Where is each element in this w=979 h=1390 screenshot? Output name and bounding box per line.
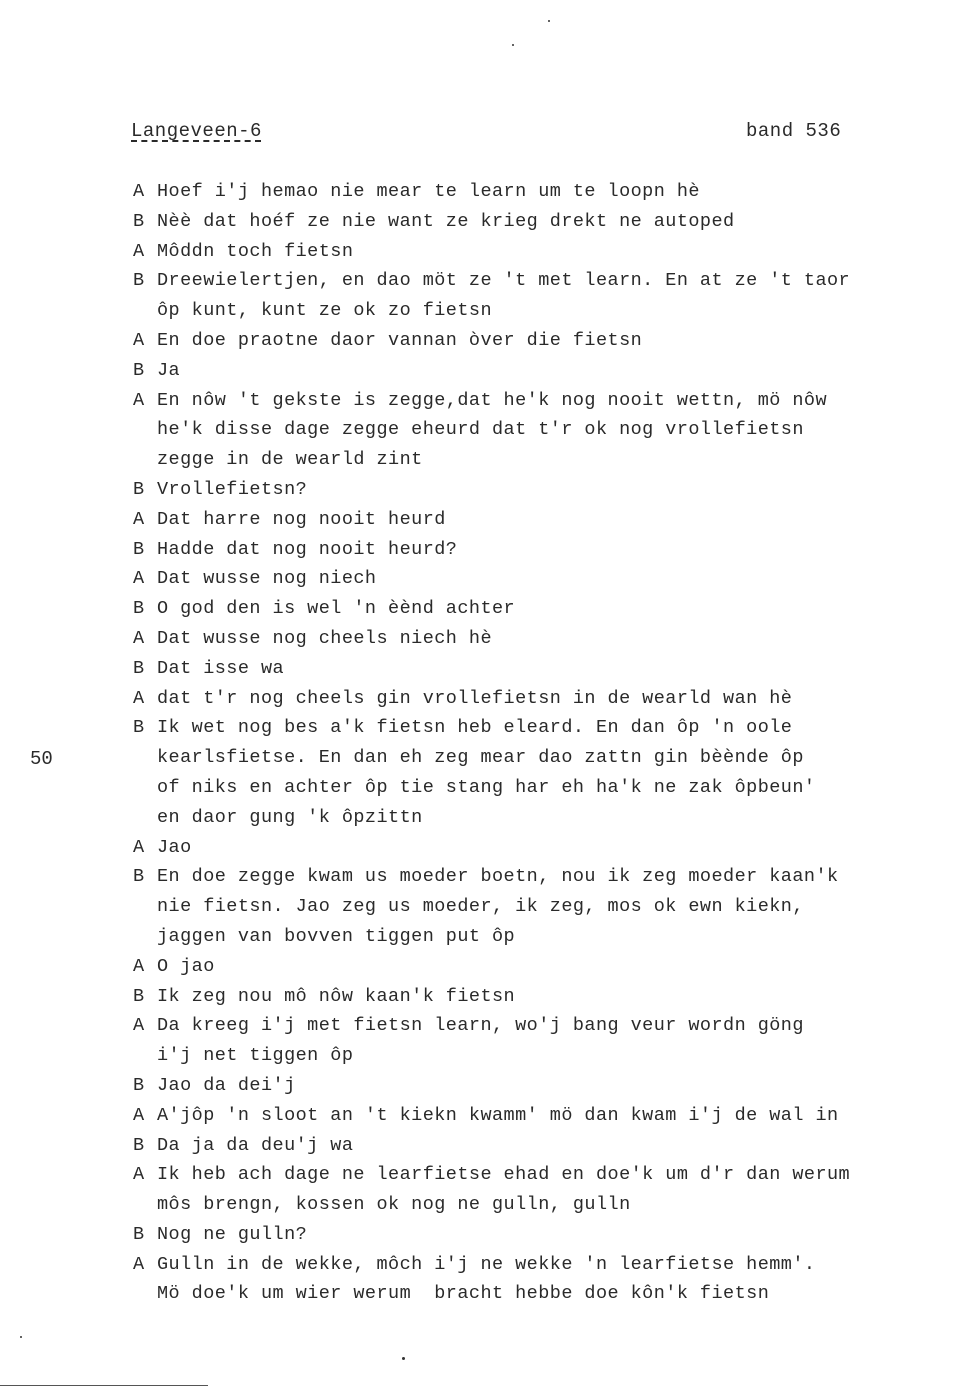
transcript-line xyxy=(133,1279,933,1309)
utterance-text: jaggen van bovven tiggen put ôp xyxy=(157,925,516,947)
speaker-label: B xyxy=(133,598,145,620)
transcript-line xyxy=(133,594,933,624)
speaker-label: B xyxy=(133,1074,145,1096)
margin-line-number: 50 xyxy=(30,748,53,770)
transcript-line xyxy=(133,982,933,1012)
utterance-text: Dat wusse nog cheels niech hè xyxy=(157,627,493,649)
transcript-line xyxy=(133,386,933,416)
transcript-line xyxy=(133,713,933,743)
utterance-text: i'j net tiggen ôp xyxy=(157,1045,354,1067)
transcript-line xyxy=(133,415,933,445)
speaker-label: A xyxy=(133,1164,145,1186)
speaker-label: A xyxy=(133,1015,145,1037)
utterance-text: Dreewielertjen, en dao möt ze 't met learn. En at ze 't taor xyxy=(157,270,851,292)
transcript-line xyxy=(133,445,933,475)
utterance-text: Gulln in de wekke, môch i'j ne wekke 'n learfietse hemm'. xyxy=(157,1253,816,1275)
transcript-line xyxy=(133,743,933,773)
transcript-line xyxy=(133,654,933,684)
transcript-line xyxy=(133,1160,933,1190)
ink-speck xyxy=(512,44,514,46)
utterance-text: Da ja da deu'j wa xyxy=(157,1134,354,1156)
speaker-label: B xyxy=(133,866,145,888)
transcript-line xyxy=(133,475,933,505)
utterance-text: En doe zegge kwam us moeder boetn, nou ik zeg moeder kaan'k xyxy=(157,866,839,888)
transcript-line xyxy=(133,862,933,892)
transcript-line xyxy=(133,177,933,207)
speaker-label: B xyxy=(133,538,145,560)
transcript-line xyxy=(133,266,933,296)
utterance-text: A'jôp 'n sloot an 't kiekn kwamm' mö dan kwam i'j de wal in xyxy=(157,1104,839,1126)
utterance-text: Vrollefietsn? xyxy=(157,478,308,500)
speaker-label: B xyxy=(133,210,145,232)
transcript-line xyxy=(133,296,933,326)
utterance-text: Hoef i'j hemao nie mear te learn um te loopn hè xyxy=(157,181,700,202)
utterance-text: Jao da dei'j xyxy=(157,1074,296,1096)
utterance-text: En doe praotne daor vannan òver die fietsn xyxy=(157,329,643,351)
utterance-text: Da kreeg i'j met fietsn learn, wo'j bang veur wordn göng xyxy=(157,1015,804,1037)
speaker-label: B xyxy=(133,478,145,500)
transcript-line xyxy=(133,952,933,982)
speaker-label: B xyxy=(133,1134,145,1156)
utterance-text: En nôw 't gekste is zegge,dat he'k nog nooit wettn, mö nôw xyxy=(157,389,828,411)
transcript-line xyxy=(133,207,933,237)
ink-speck xyxy=(402,1357,405,1360)
transcript-line xyxy=(133,326,933,356)
speaker-label: B xyxy=(133,1223,145,1245)
speaker-label: A xyxy=(133,955,145,977)
speaker-label: A xyxy=(133,389,145,411)
speaker-label: B xyxy=(133,657,145,679)
transcript-line xyxy=(133,356,933,386)
speaker-label: A xyxy=(133,627,145,649)
utterance-text: Dat wusse nog niech xyxy=(157,568,377,590)
transcript-line xyxy=(133,535,933,565)
utterance-text: en daor gung 'k ôpzittn xyxy=(157,806,423,828)
speaker-label: A xyxy=(133,181,145,202)
utterance-text: Mö doe'k um wier werum bracht hebbe doe kôn'k fietsn xyxy=(157,1283,770,1305)
transcript-line xyxy=(133,892,933,922)
transcript-line xyxy=(133,1220,933,1250)
bottom-rule xyxy=(0,1385,208,1386)
utterance-text: Jao xyxy=(157,836,192,858)
utterance-text: nie fietsn. Jao zeg us moeder, ik zeg, mos ok ewn kiekn, xyxy=(157,896,804,918)
utterance-text: Dat harre nog nooit heurd xyxy=(157,508,446,530)
transcript-line xyxy=(133,833,933,863)
utterance-text: dat t'r nog cheels gin vrollefietsn in de wearld wan hè xyxy=(157,687,793,709)
transcript-line xyxy=(133,803,933,833)
ink-speck xyxy=(20,1336,22,1338)
utterance-text: of niks en achter ôp tie stang har eh ha'k ne zak ôpbeun' xyxy=(157,776,816,798)
speaker-label: A xyxy=(133,329,145,351)
utterance-text: Ik zeg nou mô nôw kaan'k fietsn xyxy=(157,985,516,1007)
speaker-label: A xyxy=(133,1253,145,1275)
transcript-line xyxy=(133,922,933,952)
utterance-text: Nèè dat hoéf ze nie want ze krieg drekt ne autoped xyxy=(157,210,735,232)
utterance-text: O god den is wel 'n èènd achter xyxy=(157,598,516,620)
speaker-label: B xyxy=(133,717,145,739)
transcript-line xyxy=(133,1190,933,1220)
speaker-label: A xyxy=(133,687,145,709)
transcript-line xyxy=(133,624,933,654)
transcript-line xyxy=(133,1011,933,1041)
ink-speck xyxy=(548,20,550,22)
speaker-label: A xyxy=(133,508,145,530)
utterance-text: Môddn toch fietsn xyxy=(157,240,354,262)
transcript-line xyxy=(133,1131,933,1161)
speaker-label: B xyxy=(133,359,145,381)
speaker-label: A xyxy=(133,240,145,262)
utterance-text: Ja xyxy=(157,359,181,381)
transcript-line xyxy=(133,773,933,803)
transcript-line xyxy=(133,237,933,267)
transcript-line xyxy=(133,1041,933,1071)
utterance-text: O jao xyxy=(157,955,215,977)
speaker-label: A xyxy=(133,836,145,858)
utterance-text: Dat isse wa xyxy=(157,657,285,679)
page-header-tape-number: band 536 xyxy=(746,120,842,142)
transcript-line xyxy=(133,564,933,594)
transcript-line xyxy=(133,505,933,535)
transcript-body xyxy=(133,177,933,1309)
transcript-line xyxy=(133,1250,933,1280)
transcript-line xyxy=(133,1071,933,1101)
utterance-text: he'k disse dage zegge eheurd dat t'r ok nog vrollefietsn xyxy=(157,419,804,441)
utterance-text: Ik wet nog bes a'k fietsn heb eleard. En dan ôp 'n oole xyxy=(157,717,793,739)
utterance-text: ôp kunt, kunt ze ok zo fietsn xyxy=(157,300,493,322)
speaker-label: B xyxy=(133,985,145,1007)
utterance-text: môs brengn, kossen ok nog ne gulln, gulln xyxy=(157,1194,631,1216)
page-header-title: Langeveen-6 xyxy=(131,120,262,142)
speaker-label: A xyxy=(133,568,145,590)
utterance-text: zegge in de wearld zint xyxy=(157,449,423,471)
utterance-text: Hadde dat nog nooit heurd? xyxy=(157,538,458,560)
speaker-label: B xyxy=(133,270,145,292)
utterance-text: Ik heb ach dage ne learfietse ehad en doe'k um d'r dan werum xyxy=(157,1164,851,1186)
utterance-text: kearlsfietse. En dan eh zeg mear dao zattn gin bèènde ôp xyxy=(157,747,804,769)
transcript-line xyxy=(133,1101,933,1131)
transcript-line xyxy=(133,684,933,714)
speaker-label: A xyxy=(133,1104,145,1126)
utterance-text: Nog ne gulln? xyxy=(157,1223,308,1245)
